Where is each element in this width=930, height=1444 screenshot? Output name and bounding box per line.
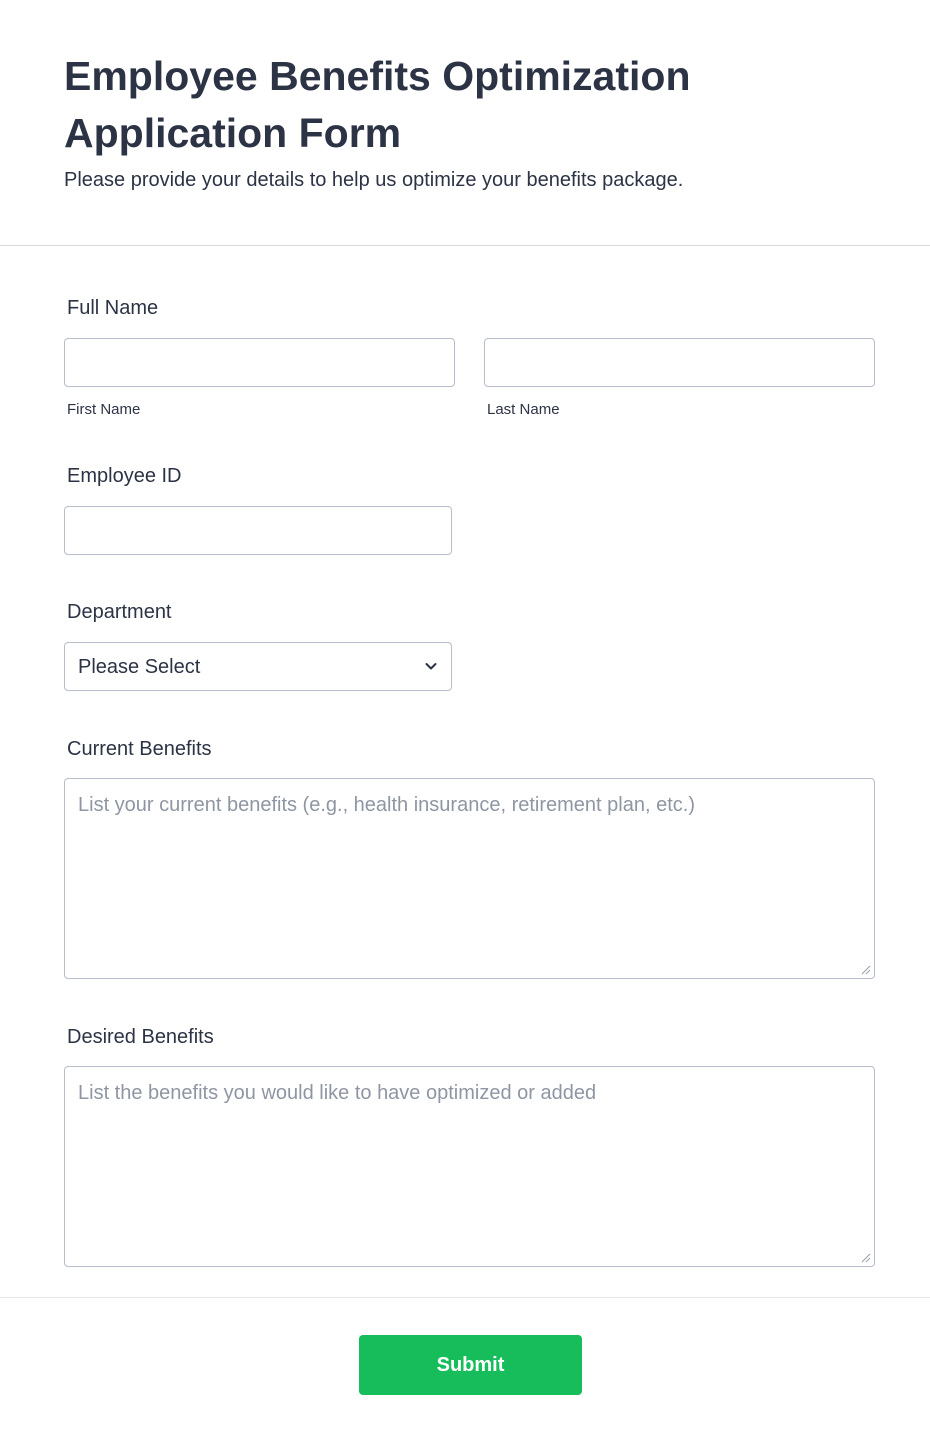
department-selected-value: Please Select — [78, 656, 201, 678]
department-select[interactable] — [64, 642, 452, 691]
desired-benefits-label: Desired Benefits — [67, 1026, 214, 1048]
employee-id-input[interactable] — [64, 506, 452, 555]
current-benefits-textarea[interactable] — [64, 778, 875, 979]
employee-id-label: Employee ID — [67, 465, 182, 487]
first-name-input[interactable] — [64, 338, 455, 387]
submit-button[interactable]: Submit — [359, 1335, 582, 1395]
last-name-input[interactable] — [484, 338, 875, 387]
form-header — [0, 0, 930, 246]
first-name-sublabel: First Name — [67, 401, 141, 418]
resize-grip-icon[interactable] — [859, 1251, 871, 1263]
resize-grip-icon[interactable] — [859, 963, 871, 975]
department-label: Department — [67, 601, 172, 623]
page-subtitle: Please provide your details to help us optimize your benefits package. — [64, 169, 684, 191]
full-name-label: Full Name — [67, 297, 159, 319]
current-benefits-label: Current Benefits — [67, 738, 212, 760]
chevron-down-icon — [423, 658, 439, 674]
last-name-sublabel: Last Name — [487, 401, 560, 418]
page-title: Employee Benefits Optimization Application Form — [64, 53, 691, 156]
desired-benefits-textarea[interactable] — [64, 1066, 875, 1267]
